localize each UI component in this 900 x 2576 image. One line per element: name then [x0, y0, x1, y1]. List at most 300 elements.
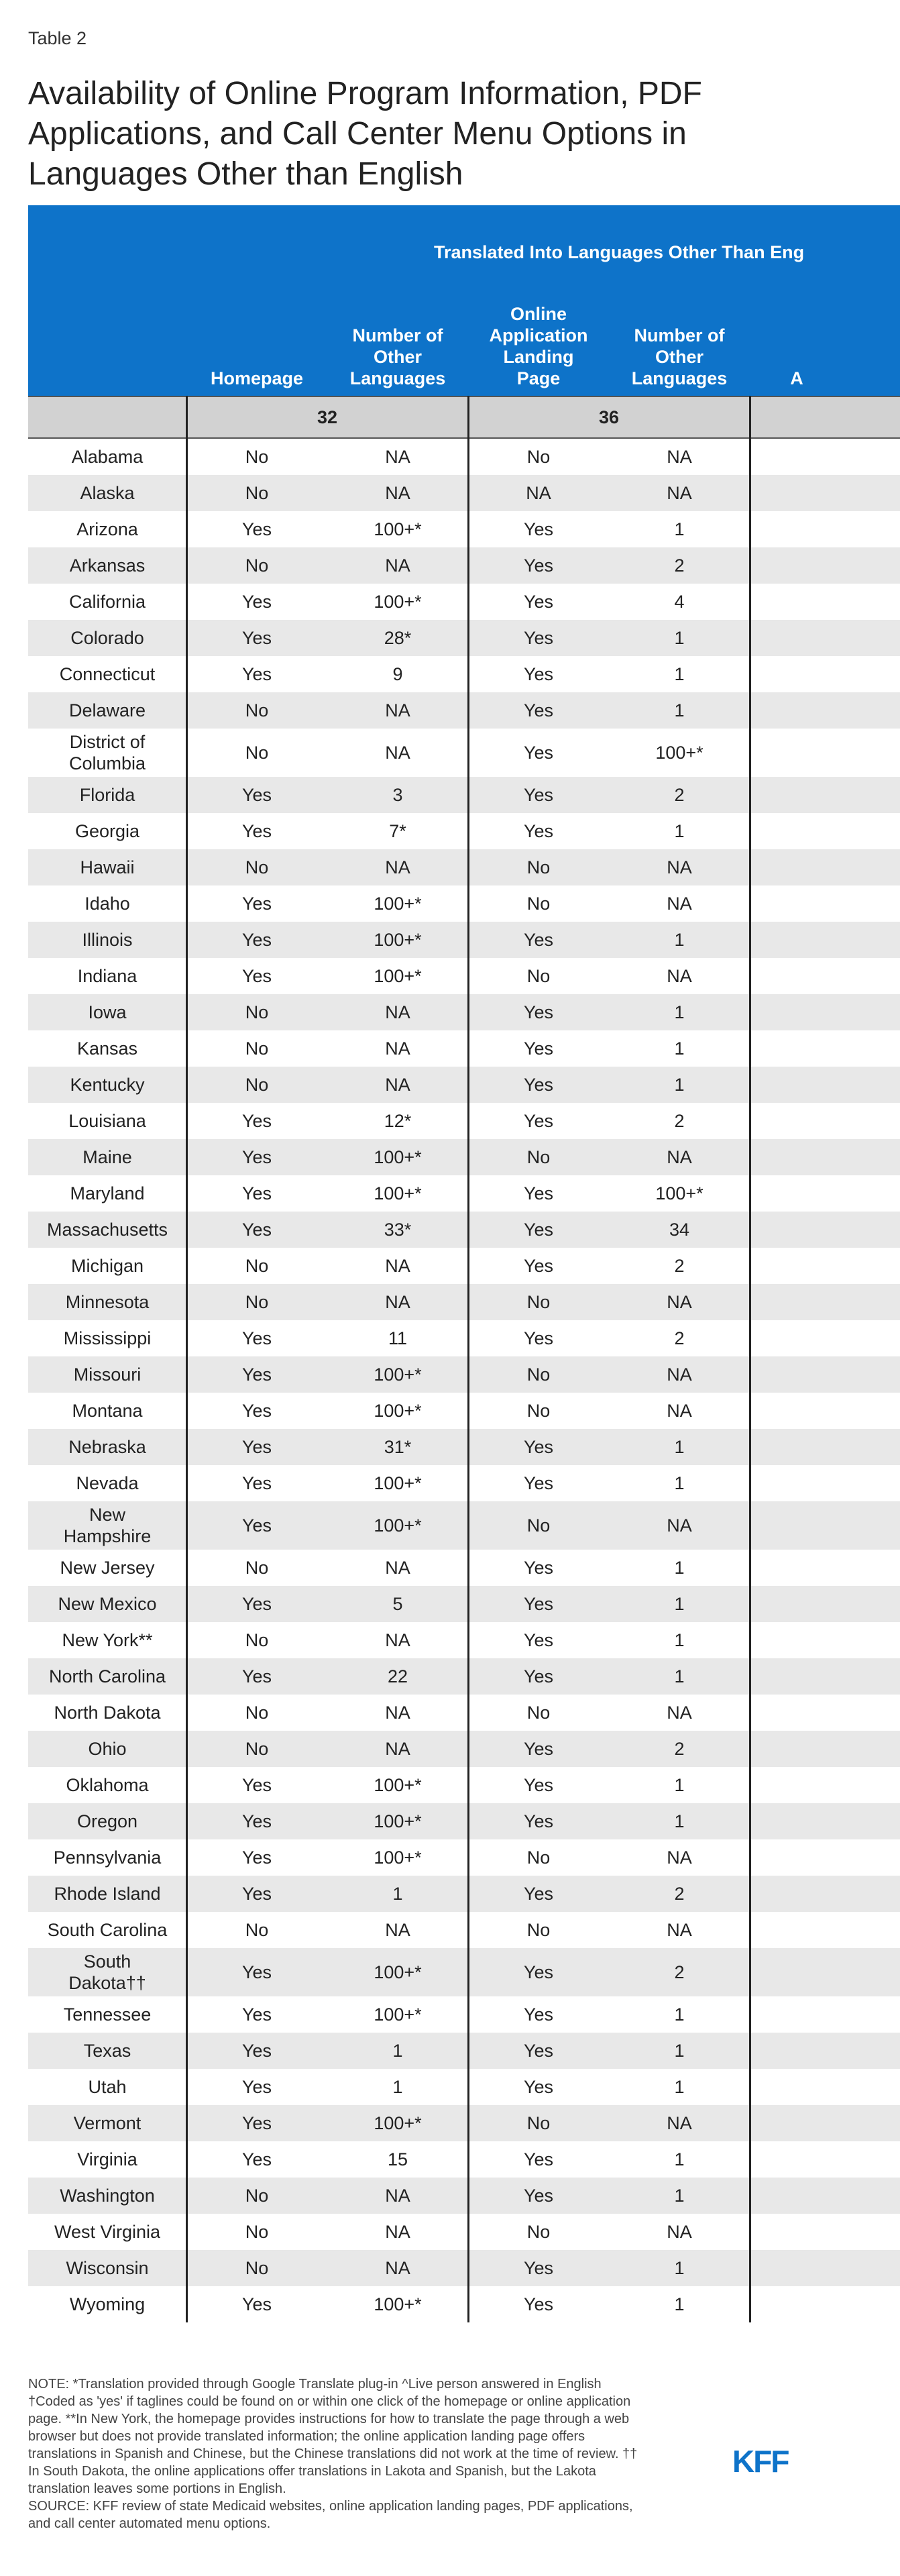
table-row — [28, 1586, 900, 1622]
state-name-line: Arkansas — [69, 555, 146, 576]
cell-homepage: Yes — [241, 1594, 272, 1614]
cell-land-langs: NA — [667, 1401, 692, 1421]
cell-hp-langs: 28* — [384, 628, 412, 648]
cell-homepage: Yes — [241, 1328, 272, 1348]
cell-state — [28, 584, 186, 620]
cell-homepage: No — [245, 1630, 269, 1650]
state-name-line: New — [89, 1505, 125, 1525]
state-name-line: Illinois — [82, 930, 133, 950]
cell-landing: Yes — [523, 555, 554, 576]
table-row — [28, 777, 900, 813]
header-line: Online — [510, 304, 567, 324]
header-line: Landing — [503, 347, 574, 367]
cell-state — [28, 1803, 186, 1839]
cell-landing: No — [526, 1292, 551, 1312]
state-name-line: Minnesota — [65, 1292, 150, 1312]
state-name-line: Nebraska — [68, 1437, 146, 1457]
counts-row — [28, 396, 900, 439]
state-name-line: Ohio — [88, 1739, 127, 1759]
cell-landing: Yes — [523, 700, 554, 720]
state-name-line: Wyoming — [69, 2294, 146, 2314]
table-row — [28, 1996, 900, 2033]
col-homepage-languages-header — [327, 306, 468, 389]
state-name-line: Iowa — [88, 1002, 127, 1022]
cell-land-langs: NA — [667, 1292, 692, 1312]
header-line: Other — [373, 347, 422, 367]
cell-hp-langs: 12* — [384, 1111, 412, 1131]
cell-land-langs: 1 — [674, 2004, 685, 2025]
cell-land-langs: 1 — [674, 2186, 685, 2206]
cell-hp-langs: NA — [385, 447, 410, 467]
footnote — [28, 2375, 699, 2532]
state-name-line: Pennsylvania — [53, 1847, 162, 1868]
cell-state — [28, 2141, 186, 2178]
cell-landing: Yes — [523, 1183, 554, 1203]
cell-homepage: Yes — [241, 1515, 272, 1536]
column-divider — [749, 396, 751, 2322]
cell-landing: No — [526, 1364, 551, 1385]
cell-hp-langs: 15 — [387, 2149, 408, 2169]
state-name-line: Hawaii — [80, 857, 135, 877]
cell-state — [28, 1030, 186, 1067]
state-name-line: Mississippi — [63, 1328, 152, 1348]
cell-state — [28, 2250, 186, 2286]
cell-homepage: No — [245, 1038, 269, 1059]
cell-hp-langs: NA — [385, 1703, 410, 1723]
cell-state — [28, 849, 186, 885]
footnote-line: page. **In New York, the homepage provides instructions for how to translate the page through a web — [28, 2412, 630, 2426]
cell-homepage: Yes — [241, 2004, 272, 2025]
cell-land-langs: 1 — [674, 2149, 685, 2169]
table-row — [28, 1320, 900, 1356]
state-name-line: Kentucky — [70, 1075, 145, 1095]
cell-state — [28, 729, 186, 777]
table-row — [28, 1030, 900, 1067]
cell-state — [28, 1175, 186, 1212]
cell-homepage: Yes — [241, 1962, 272, 1982]
cell-state — [28, 1429, 186, 1465]
cell-homepage: Yes — [241, 894, 272, 914]
table-row — [28, 1465, 900, 1501]
table-row — [28, 1248, 900, 1284]
cell-state — [28, 1356, 186, 1393]
cell-landing: Yes — [523, 1630, 554, 1650]
cell-hp-langs: 22 — [387, 1666, 408, 1686]
footnote-line: translation leaves some portions in English. — [28, 2481, 286, 2496]
cell-land-langs: NA — [667, 447, 692, 467]
state-name-line: California — [68, 592, 146, 612]
cell-land-langs: NA — [667, 1515, 692, 1536]
table-row — [28, 2069, 900, 2105]
cell-landing: Yes — [523, 519, 554, 539]
cell-state — [28, 475, 186, 511]
cell-homepage: Yes — [241, 785, 272, 805]
cell-hp-langs: 3 — [392, 785, 403, 805]
cell-homepage: Yes — [241, 2041, 272, 2061]
cell-landing: Yes — [523, 930, 554, 950]
cell-state — [28, 692, 186, 729]
cell-state — [28, 2069, 186, 2105]
cell-homepage: Yes — [241, 1884, 272, 1904]
cell-state — [28, 620, 186, 656]
cell-landing: Yes — [523, 1811, 554, 1831]
table-row — [28, 475, 900, 511]
cell-state — [28, 1139, 186, 1175]
table-row — [28, 1550, 900, 1586]
cell-landing: Yes — [523, 2258, 554, 2278]
cell-land-langs: 100+* — [655, 743, 704, 763]
state-name-line: North Carolina — [48, 1666, 166, 1686]
cell-state — [28, 1212, 186, 1248]
cell-state — [28, 2178, 186, 2214]
state-name-line: Vermont — [73, 2113, 142, 2133]
cell-homepage: No — [245, 1292, 269, 1312]
state-name-line: South — [83, 1951, 131, 1972]
cell-landing: Yes — [523, 1111, 554, 1131]
cell-landing: No — [526, 1147, 551, 1167]
cell-land-langs: 1 — [674, 1075, 685, 1095]
col-landing-languages-header — [609, 306, 750, 389]
cell-landing: No — [526, 1515, 551, 1536]
cell-landing: Yes — [523, 2077, 554, 2097]
cell-land-langs: NA — [667, 857, 692, 877]
cell-state — [28, 656, 186, 692]
landing-count: 36 — [598, 407, 620, 427]
cell-state — [28, 885, 186, 922]
cell-landing: No — [526, 447, 551, 467]
column-divider — [186, 396, 188, 2322]
cell-hp-langs: NA — [385, 1630, 410, 1650]
cell-landing: Yes — [523, 1220, 554, 1240]
cell-landing: No — [526, 1401, 551, 1421]
cell-landing: Yes — [523, 592, 554, 612]
cell-hp-langs: 100+* — [374, 894, 422, 914]
cell-land-langs: 100+* — [655, 1183, 704, 1203]
cell-homepage: Yes — [241, 592, 272, 612]
cell-landing: No — [526, 894, 551, 914]
table-row — [28, 620, 900, 656]
table-row — [28, 1876, 900, 1912]
cell-homepage: Yes — [241, 664, 272, 684]
cell-hp-langs: 31* — [384, 1437, 412, 1457]
table-row — [28, 2105, 900, 2141]
cell-hp-langs: 1 — [392, 1884, 403, 1904]
cell-homepage: No — [245, 2186, 269, 2206]
state-name-line: Hampshire — [63, 1526, 152, 1546]
state-name-line: Delaware — [68, 700, 146, 720]
table-row — [28, 656, 900, 692]
table-row — [28, 1912, 900, 1948]
cell-state — [28, 1393, 186, 1429]
cell-state — [28, 2033, 186, 2069]
cell-state — [28, 1948, 186, 1996]
state-name-line: Maryland — [70, 1183, 145, 1203]
cell-land-langs: 1 — [674, 2258, 685, 2278]
cell-land-langs: 1 — [674, 1666, 685, 1686]
state-name-line: New Jersey — [60, 1558, 155, 1578]
table-row — [28, 1212, 900, 1248]
cell-state — [28, 958, 186, 994]
state-name-line: Utah — [88, 2077, 127, 2097]
cell-hp-langs: NA — [385, 555, 410, 576]
cell-landing: Yes — [523, 1256, 554, 1276]
cell-homepage: Yes — [241, 1437, 272, 1457]
cell-hp-langs: 100+* — [374, 592, 422, 612]
cell-homepage: No — [245, 700, 269, 720]
cell-state — [28, 1695, 186, 1731]
group-header: Translated Into Languages Other Than Eng — [434, 242, 805, 262]
cell-homepage: No — [245, 1920, 269, 1940]
cell-hp-langs: NA — [385, 483, 410, 503]
cell-landing: Yes — [523, 1002, 554, 1022]
cell-landing: Yes — [523, 743, 554, 763]
cell-land-langs: 2 — [674, 785, 685, 805]
cell-land-langs: NA — [667, 1364, 692, 1385]
cell-state — [28, 511, 186, 547]
cell-hp-langs: 1 — [392, 2041, 403, 2061]
table-row — [28, 2250, 900, 2286]
cell-landing: No — [526, 1703, 551, 1723]
cell-land-langs: NA — [667, 966, 692, 986]
footnote-line: translations in Spanish and Chinese, but the Chinese translations did not work at the time of review. †† — [28, 2447, 638, 2461]
cell-homepage: Yes — [241, 1666, 272, 1686]
cell-state — [28, 1767, 186, 1803]
cell-state — [28, 547, 186, 584]
cell-land-langs: 4 — [674, 592, 685, 612]
cell-landing: Yes — [523, 1075, 554, 1095]
cell-state — [28, 1103, 186, 1139]
table-row — [28, 2214, 900, 2250]
cell-landing: Yes — [523, 821, 554, 841]
cell-homepage: No — [245, 1075, 269, 1095]
cell-land-langs: 1 — [674, 1473, 685, 1493]
cell-land-langs: 2 — [674, 1328, 685, 1348]
cell-homepage: Yes — [241, 966, 272, 986]
cell-state — [28, 1586, 186, 1622]
cell-land-langs: 1 — [674, 519, 685, 539]
col-homepage-header — [186, 306, 327, 389]
cell-homepage: No — [245, 2258, 269, 2278]
cell-landing: Yes — [523, 2186, 554, 2206]
state-name-line: Michigan — [70, 1256, 144, 1276]
footnote-line: browser but does not provide translated information; the online application landing page offers — [28, 2429, 585, 2444]
cell-hp-langs: 100+* — [374, 1847, 422, 1868]
table-row — [28, 547, 900, 584]
table-row — [28, 729, 900, 777]
state-name-line: Georgia — [74, 821, 140, 841]
cell-homepage: Yes — [241, 1183, 272, 1203]
cell-state — [28, 2214, 186, 2250]
state-name-line: New Mexico — [58, 1594, 157, 1614]
cell-land-langs: 1 — [674, 1437, 685, 1457]
cell-land-langs: 1 — [674, 1558, 685, 1578]
cell-land-langs: 1 — [674, 1038, 685, 1059]
cell-hp-langs: 33* — [384, 1220, 412, 1240]
table-row — [28, 1175, 900, 1212]
state-name-line: Dakota†† — [68, 1973, 146, 1993]
cell-landing: Yes — [523, 1328, 554, 1348]
cell-land-langs: 1 — [674, 1630, 685, 1650]
cell-landing: Yes — [523, 628, 554, 648]
header-line: Number of — [634, 325, 725, 345]
cell-hp-langs: 100+* — [374, 1473, 422, 1493]
cell-hp-langs: NA — [385, 1075, 410, 1095]
table-row — [28, 849, 900, 885]
cell-hp-langs: NA — [385, 2222, 410, 2242]
table-row — [28, 2033, 900, 2069]
cell-land-langs: 2 — [674, 1739, 685, 1759]
cell-landing: Yes — [523, 1038, 554, 1059]
cell-landing: No — [526, 2222, 551, 2242]
cell-landing: No — [526, 1847, 551, 1868]
cell-state — [28, 813, 186, 849]
cell-homepage: Yes — [241, 930, 272, 950]
table-row — [28, 1767, 900, 1803]
cell-state — [28, 2105, 186, 2141]
cell-land-langs: 1 — [674, 628, 685, 648]
cell-homepage: Yes — [241, 2077, 272, 2097]
cell-hp-langs: 100+* — [374, 1962, 422, 1982]
table-row — [28, 2141, 900, 2178]
state-name-line: Alabama — [71, 447, 144, 467]
table-row — [28, 1356, 900, 1393]
cell-land-langs: NA — [667, 1847, 692, 1868]
cell-land-langs: 1 — [674, 2294, 685, 2314]
state-name-line: Washington — [60, 2186, 155, 2206]
cell-landing: NA — [526, 483, 551, 503]
cell-hp-langs: NA — [385, 743, 410, 763]
cell-homepage: No — [245, 483, 269, 503]
header-line: A — [790, 368, 803, 388]
table-row — [28, 584, 900, 620]
cell-hp-langs: 100+* — [374, 1401, 422, 1421]
cell-homepage: No — [245, 743, 269, 763]
state-name-line: Virginia — [77, 2149, 137, 2169]
cell-state — [28, 1731, 186, 1767]
header-line: Languages — [349, 368, 446, 388]
table-label: Table 2 — [28, 28, 87, 48]
cell-landing: Yes — [523, 1884, 554, 1904]
cell-hp-langs: 11 — [388, 1328, 408, 1348]
cell-land-langs: 1 — [674, 2041, 685, 2061]
cell-homepage: Yes — [241, 1401, 272, 1421]
cell-hp-langs: 100+* — [374, 1364, 422, 1385]
cell-hp-langs: NA — [385, 857, 410, 877]
cell-homepage: No — [245, 1739, 269, 1759]
state-name-line: Missouri — [73, 1364, 142, 1385]
table-row — [28, 2286, 900, 2322]
table-row — [28, 511, 900, 547]
cell-land-langs: NA — [667, 1147, 692, 1167]
state-name-line: Nevada — [76, 1473, 139, 1493]
cell-land-langs: 2 — [674, 1256, 685, 1276]
cell-state — [28, 1320, 186, 1356]
cell-homepage: Yes — [241, 2149, 272, 2169]
state-name-line: Massachusetts — [46, 1220, 168, 1240]
cell-state — [28, 777, 186, 813]
cell-landing: No — [526, 857, 551, 877]
table-row — [28, 1658, 900, 1695]
cell-hp-langs: NA — [385, 1038, 410, 1059]
cell-hp-langs: 100+* — [374, 1811, 422, 1831]
cell-homepage: Yes — [241, 2294, 272, 2314]
state-name-line: Tennessee — [63, 2004, 152, 2025]
state-name-line: North Dakota — [54, 1703, 161, 1723]
cell-state — [28, 1550, 186, 1586]
cell-landing: Yes — [523, 2004, 554, 2025]
cell-state — [28, 439, 186, 475]
cell-homepage: Yes — [241, 1220, 272, 1240]
header-line: Number of — [352, 325, 443, 345]
cell-land-langs: 1 — [674, 664, 685, 684]
cell-hp-langs: NA — [385, 1739, 410, 1759]
cell-landing: Yes — [523, 2294, 554, 2314]
homepage-count: 32 — [317, 407, 338, 427]
cell-land-langs: 2 — [674, 1962, 685, 1982]
cell-homepage: Yes — [241, 628, 272, 648]
cell-landing: No — [526, 1920, 551, 1940]
cell-land-langs: 1 — [674, 700, 685, 720]
cell-landing: Yes — [523, 2149, 554, 2169]
cell-landing: Yes — [523, 1473, 554, 1493]
footnote-line: SOURCE: KFF review of state Medicaid websites, online application landing pages, PDF applications, — [28, 2499, 633, 2514]
state-name-line: District of — [69, 732, 146, 752]
cell-land-langs: 1 — [674, 1002, 685, 1022]
cell-homepage: No — [245, 2222, 269, 2242]
footnote-line: †Coded as 'yes' if taglines could be found on or within one click of the homepage or online application — [28, 2394, 631, 2409]
table-row — [28, 922, 900, 958]
cell-land-langs: NA — [667, 1703, 692, 1723]
cell-state — [28, 1622, 186, 1658]
cell-land-langs: 2 — [674, 1884, 685, 1904]
cell-landing: Yes — [523, 1666, 554, 1686]
cell-land-langs: NA — [667, 1920, 692, 1940]
state-name-line: Alaska — [80, 483, 135, 503]
cell-land-langs: 1 — [674, 1594, 685, 1614]
table-row — [28, 2178, 900, 2214]
cell-hp-langs: 100+* — [374, 2004, 422, 2025]
table-row — [28, 1429, 900, 1465]
header-line: Other — [655, 347, 704, 367]
cell-hp-langs: 1 — [392, 2077, 403, 2097]
table-row — [28, 1393, 900, 1429]
state-name-line: New York** — [62, 1630, 153, 1650]
table-row — [28, 1284, 900, 1320]
state-name-line: Connecticut — [59, 664, 156, 684]
header-line: Languages — [631, 368, 728, 388]
table-row — [28, 994, 900, 1030]
col-partial-header — [770, 306, 824, 389]
cell-homepage: No — [245, 1703, 269, 1723]
cell-hp-langs: 100+* — [374, 2113, 422, 2133]
table-row — [28, 1139, 900, 1175]
state-name-line: Rhode Island — [54, 1884, 161, 1904]
cell-land-langs: 1 — [674, 1811, 685, 1831]
cell-landing: Yes — [523, 1775, 554, 1795]
cell-hp-langs: 100+* — [374, 1147, 422, 1167]
cell-land-langs: NA — [667, 2222, 692, 2242]
state-name-line: Colorado — [70, 628, 144, 648]
cell-state — [28, 1876, 186, 1912]
table-row — [28, 1501, 900, 1550]
col-landing-page-header — [468, 306, 609, 389]
state-name-line: Florida — [79, 785, 135, 805]
cell-hp-langs: 100+* — [374, 1183, 422, 1203]
cell-state — [28, 922, 186, 958]
table-row — [28, 1695, 900, 1731]
cell-land-langs: NA — [667, 2113, 692, 2133]
header-line: Page — [516, 368, 561, 388]
